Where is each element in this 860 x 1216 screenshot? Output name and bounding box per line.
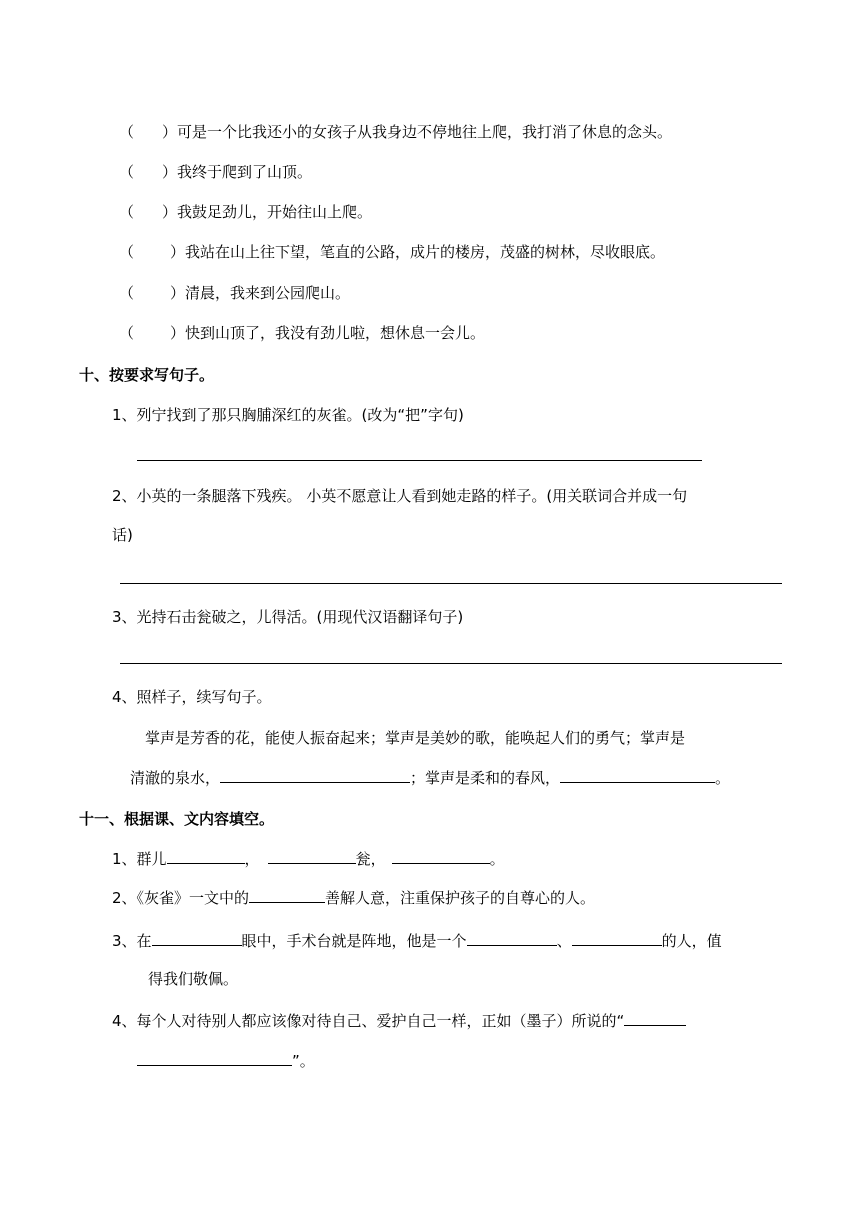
paren-open: （ [119, 243, 135, 261]
order-item-text: 可是一个比我还小的女孩子从我身边不停地往上爬，我打消了休息的念头。 [177, 123, 673, 141]
order-item [119, 161, 312, 183]
order-item [119, 201, 372, 223]
answer-blank[interactable] [560, 767, 715, 783]
question-text: 1、列宁找到了那只胸脯深红的灰雀。(改为“把”字句) [112, 406, 464, 424]
order-item-text: 清晨，我来到公园爬山。 [185, 284, 351, 302]
answer-blank[interactable] [624, 1010, 686, 1026]
question-text: 话) [112, 526, 133, 544]
paren-open: （ [119, 203, 135, 221]
order-item-text: 我鼓足劲儿，开始往山上爬。 [177, 203, 373, 221]
answer-blank[interactable] [467, 930, 557, 946]
paren-open: （ [119, 324, 135, 342]
question-text: 2、《灰雀》一文中的 善解人意，注重保护孩子的自尊心的人。 [112, 889, 596, 907]
paren-close: ） [170, 324, 186, 342]
answer-blank[interactable] [249, 887, 325, 903]
answer-line[interactable] [120, 663, 782, 664]
answer-blank[interactable] [572, 930, 662, 946]
question-text: ”。 [137, 1050, 315, 1072]
question-text: 得我们敬佩。 [148, 970, 239, 988]
paren-open: （ [119, 123, 135, 141]
paren-close: ） [162, 123, 178, 141]
order-item [119, 282, 350, 304]
question-text: 3、光持石击瓮破之，儿得活。(用现代汉语翻译句子) [112, 608, 464, 626]
paren-close: ） [170, 243, 186, 261]
paren-close: ） [162, 203, 178, 221]
answer-line[interactable] [137, 460, 702, 461]
question-text: 4、照样子，续写句子。 [112, 688, 272, 706]
answer-blank[interactable] [167, 848, 245, 864]
answer-blank[interactable] [220, 767, 410, 783]
question-text: 3、在 眼中，手术台就是阵地，他是一个 、 的人，值 [112, 932, 722, 950]
example-text: 清澈的泉水， ；掌声是柔和的春风， 。 [130, 769, 731, 787]
order-item-text: 我终于爬到了山顶。 [177, 163, 313, 181]
answer-blank[interactable] [152, 930, 242, 946]
order-item-text: 我站在山上往下望，笔直的公路，成片的楼房，茂盛的树林，尽收眼底。 [185, 243, 666, 261]
question-text: 4、每个人对待别人都应该像对待自己、爱护自己一样，正如（墨子）所说的“ [112, 1010, 686, 1032]
section-heading: 十一、根据课、文内容填空。 [79, 810, 275, 828]
question-text: 1、群儿 ， 瓮， 。 [112, 850, 505, 868]
order-item [119, 241, 665, 263]
order-item-text: 快到山顶了，我没有劲儿啦，想休息一会儿。 [185, 324, 486, 342]
paren-close: ） [170, 284, 186, 302]
order-item [119, 121, 672, 143]
paren-open: （ [119, 284, 135, 302]
question-text: 2、小英的一条腿落下残疾。 小英不愿意让人看到她走路的样子。(用关联词合并成一句 [112, 487, 688, 505]
answer-blank[interactable] [392, 848, 490, 864]
order-item [119, 322, 485, 344]
answer-blank[interactable] [268, 848, 356, 864]
answer-line[interactable] [120, 583, 782, 584]
section-heading: 十、按要求写句子。 [79, 366, 215, 384]
paren-open: （ [119, 163, 135, 181]
paren-close: ） [162, 163, 178, 181]
answer-blank[interactable] [137, 1050, 292, 1066]
example-text: 掌声是芳香的花，能使人振奋起来；掌声是美妙的歌，能唤起人们的勇气；掌声是 [145, 729, 686, 747]
